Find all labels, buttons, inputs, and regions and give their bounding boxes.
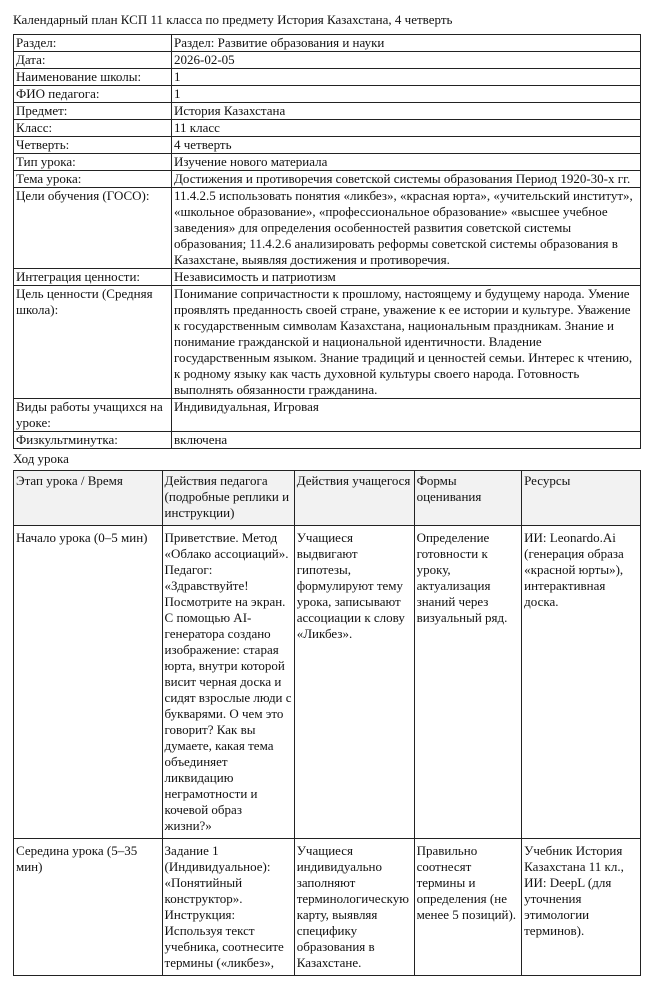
info-value: История Казахстана <box>172 103 641 120</box>
lesson-flow-header-row <box>14 471 641 526</box>
info-row <box>14 69 641 86</box>
info-label: Класс: <box>14 120 172 137</box>
column-header-student: Действия учащегося <box>294 471 414 526</box>
document-title: Календарный план КСП 11 класса по предмету История Казахстана, 4 четверть <box>13 12 453 27</box>
info-value: 1 <box>172 86 641 103</box>
info-row <box>14 171 641 188</box>
resources-cell: Учебник История Казахстана 11 кл., ИИ: DeepL (для уточнения этимологии терминов). <box>522 839 641 976</box>
info-row <box>14 52 641 69</box>
info-value: 11.4.2.5 использовать понятия «ликбез», «красная юрта», «учительский институт», «школьное образование», «профессиональное образование» «высшее учебное заведения» для определения особенностей развития советской системы образования; 11.4.2.6 анализировать реформы советской системы образования в Казахстане, выявляя достижения и противоречия. <box>172 188 641 269</box>
lesson-flow-heading: Ход урока <box>13 451 69 466</box>
info-row <box>14 103 641 120</box>
info-label: Раздел: <box>14 35 172 52</box>
info-value: 4 четверть <box>172 137 641 154</box>
teacher-actions-cell: Задание 1 (Индивидуальное): «Понятийный конструктор». Инструкция: Используя текст учебника, соотнесите термины («ликбез», <box>162 839 294 976</box>
column-header-resources: Ресурсы <box>522 471 641 526</box>
assessment-cell: Правильно соотнесят термины и определения (не менее 5 позиций). <box>414 839 522 976</box>
info-value: включена <box>172 432 641 449</box>
info-value: Индивидуальная, Игровая <box>172 399 641 432</box>
student-actions-cell: Учащиеся индивидуально заполняют терминологическую карту, выявляя специфику образования в Казахстане. <box>294 839 414 976</box>
info-label: Физкультминутка: <box>14 432 172 449</box>
info-row <box>14 137 641 154</box>
lesson-info-table <box>13 34 641 449</box>
info-value: 2026-02-05 <box>172 52 641 69</box>
info-value: Изучение нового материала <box>172 154 641 171</box>
info-label: Наименование школы: <box>14 69 172 86</box>
info-value: 11 класс <box>172 120 641 137</box>
info-row <box>14 286 641 399</box>
info-value: Достижения и противоречия советской системы образования Период 1920-30-х гг. <box>172 171 641 188</box>
info-row <box>14 86 641 103</box>
lesson-flow-table <box>13 470 641 976</box>
student-actions-cell: Учащиеся выдвигают гипотезы, формулируют тему урока, записывают ассоциации к слову «Ликбез». <box>294 526 414 839</box>
info-value: Понимание сопричастности к прошлому, настоящему и будущему народа. Умение проявлять преданность своей стране, уважение к ее истории и культуре. Уважение к государственным символам Казахстана, национальным праздникам. Знание и понимание гражданской и национальной идентичности. Владение государственным языком. Знание традиций и ценностей семьи. Интерес к чтению, к родному языку как часть духовной культуры своего народа. Готовность выполнять обязанности гражданина. <box>172 286 641 399</box>
info-row <box>14 188 641 269</box>
info-label: ФИО педагога: <box>14 86 172 103</box>
column-header-stage: Этап урока / Время <box>14 471 163 526</box>
info-label: Тип урока: <box>14 154 172 171</box>
info-row <box>14 399 641 432</box>
info-row <box>14 35 641 52</box>
info-label: Дата: <box>14 52 172 69</box>
info-label: Четверть: <box>14 137 172 154</box>
info-value: Раздел: Развитие образования и науки <box>172 35 641 52</box>
column-header-assessment: Формы оценивания <box>414 471 522 526</box>
info-label: Цель ценности (Средняя школа): <box>14 286 172 399</box>
info-label: Виды работы учащихся на уроке: <box>14 399 172 432</box>
column-header-teacher: Действия педагога (подробные реплики и инструкции) <box>162 471 294 526</box>
info-label: Цели обучения (ГОСО): <box>14 188 172 269</box>
info-row <box>14 154 641 171</box>
info-value: 1 <box>172 69 641 86</box>
info-row <box>14 120 641 137</box>
lesson-stage-row <box>14 526 641 839</box>
info-value: Независимость и патриотизм <box>172 269 641 286</box>
stage-cell: Начало урока (0–5 мин) <box>14 526 163 839</box>
resources-cell: ИИ: Leonardo.Ai (генерация образа «красной юрты»), интерактивная доска. <box>522 526 641 839</box>
info-label: Предмет: <box>14 103 172 120</box>
lesson-stage-row <box>14 839 641 976</box>
stage-cell: Середина урока (5–35 мин) <box>14 839 163 976</box>
teacher-actions-cell: Приветствие. Метод «Облако ассоциаций». Педагог: «Здравствуйте! Посмотрите на экран. С помощью AI-генератора создано изображение: старая юрта, внутри которой висит черная доска и сидят взрослые люди с букварями. О чем это говорит? Как вы думаете, какая тема объединяет ликвидацию неграмотности и кочевой образ жизни?» <box>162 526 294 839</box>
info-label: Интеграция ценности: <box>14 269 172 286</box>
assessment-cell: Определение готовности к уроку, актуализация знаний через визуальный ряд. <box>414 526 522 839</box>
info-row <box>14 432 641 449</box>
info-row <box>14 269 641 286</box>
info-label: Тема урока: <box>14 171 172 188</box>
